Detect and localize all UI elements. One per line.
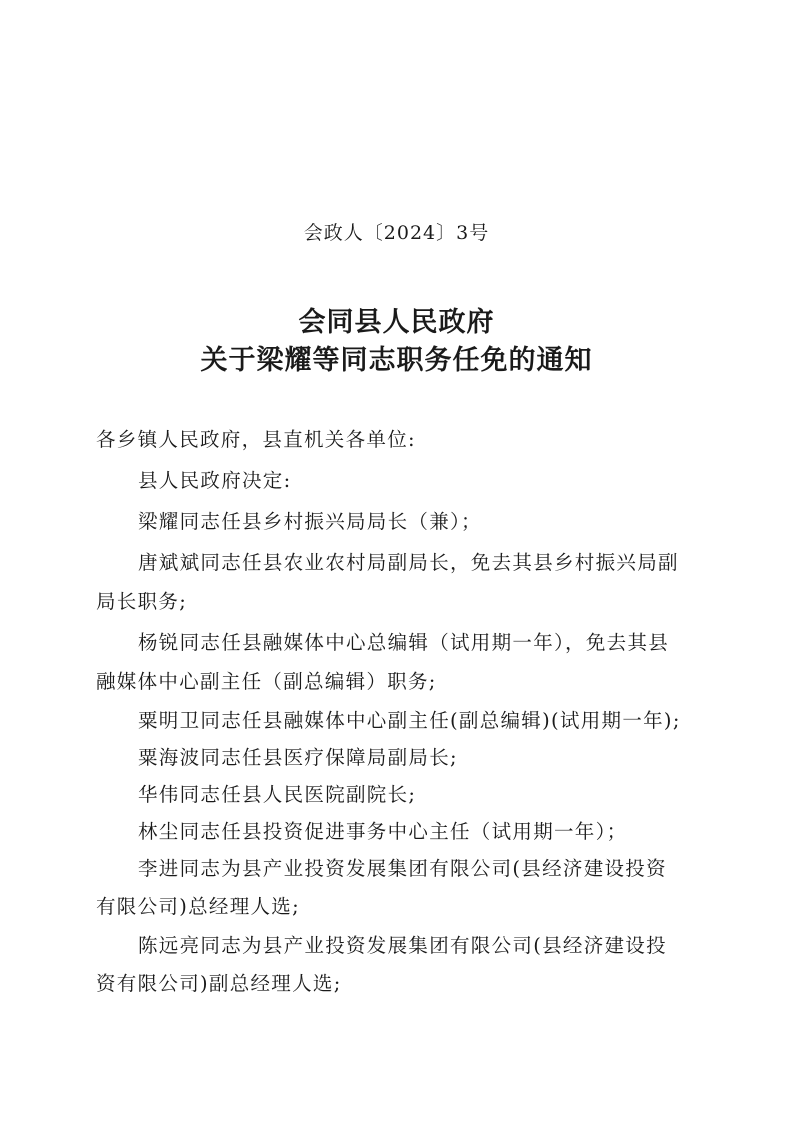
- document-title-line-1: 会同县人民政府: [298, 307, 495, 338]
- decision-intro: 县人民政府决定:: [138, 469, 292, 492]
- appointment-item-continued: 融媒体中心副主任（副总编辑）职务;: [96, 670, 437, 693]
- appointment-item-continued: 有限公司)总经理人选;: [96, 895, 300, 918]
- appointment-item: 李进同志为县产业投资发展集团有限公司(县经济建设投资: [138, 857, 667, 880]
- appointment-item: 粟海波同志任县医疗保障局副局长;: [138, 746, 458, 769]
- appointment-item: 粟明卫同志任县融媒体中心副主任(副总编辑)(试用期一年);: [138, 709, 681, 732]
- appointment-item: 梁耀同志任县乡村振兴局局长（兼）；: [138, 510, 482, 533]
- document-number: 会政人〔2024〕3号: [303, 222, 490, 244]
- appointment-item: 华伟同志任县人民医院副院长;: [138, 783, 417, 806]
- salutation: 各乡镇人民政府，县直机关各单位:: [96, 428, 416, 451]
- appointment-item-continued: 局长职务;: [96, 590, 188, 613]
- document-title-line-2: 关于梁耀等同志职务任免的通知: [200, 345, 593, 376]
- appointment-item: 杨锐同志任县融媒体中心总编辑（试用期一年），免去其县: [138, 631, 670, 654]
- appointment-item: 唐斌斌同志任县农业农村局副局长，免去其县乡村振兴局副: [138, 551, 679, 574]
- appointment-item-continued: 资有限公司)副总经理人选;: [96, 972, 342, 995]
- appointment-item: 陈远亮同志为县产业投资发展集团有限公司(县经济建设投: [138, 934, 667, 957]
- appointment-item: 林尘同志任县投资促进事务中心主任（试用期一年）；: [138, 820, 628, 843]
